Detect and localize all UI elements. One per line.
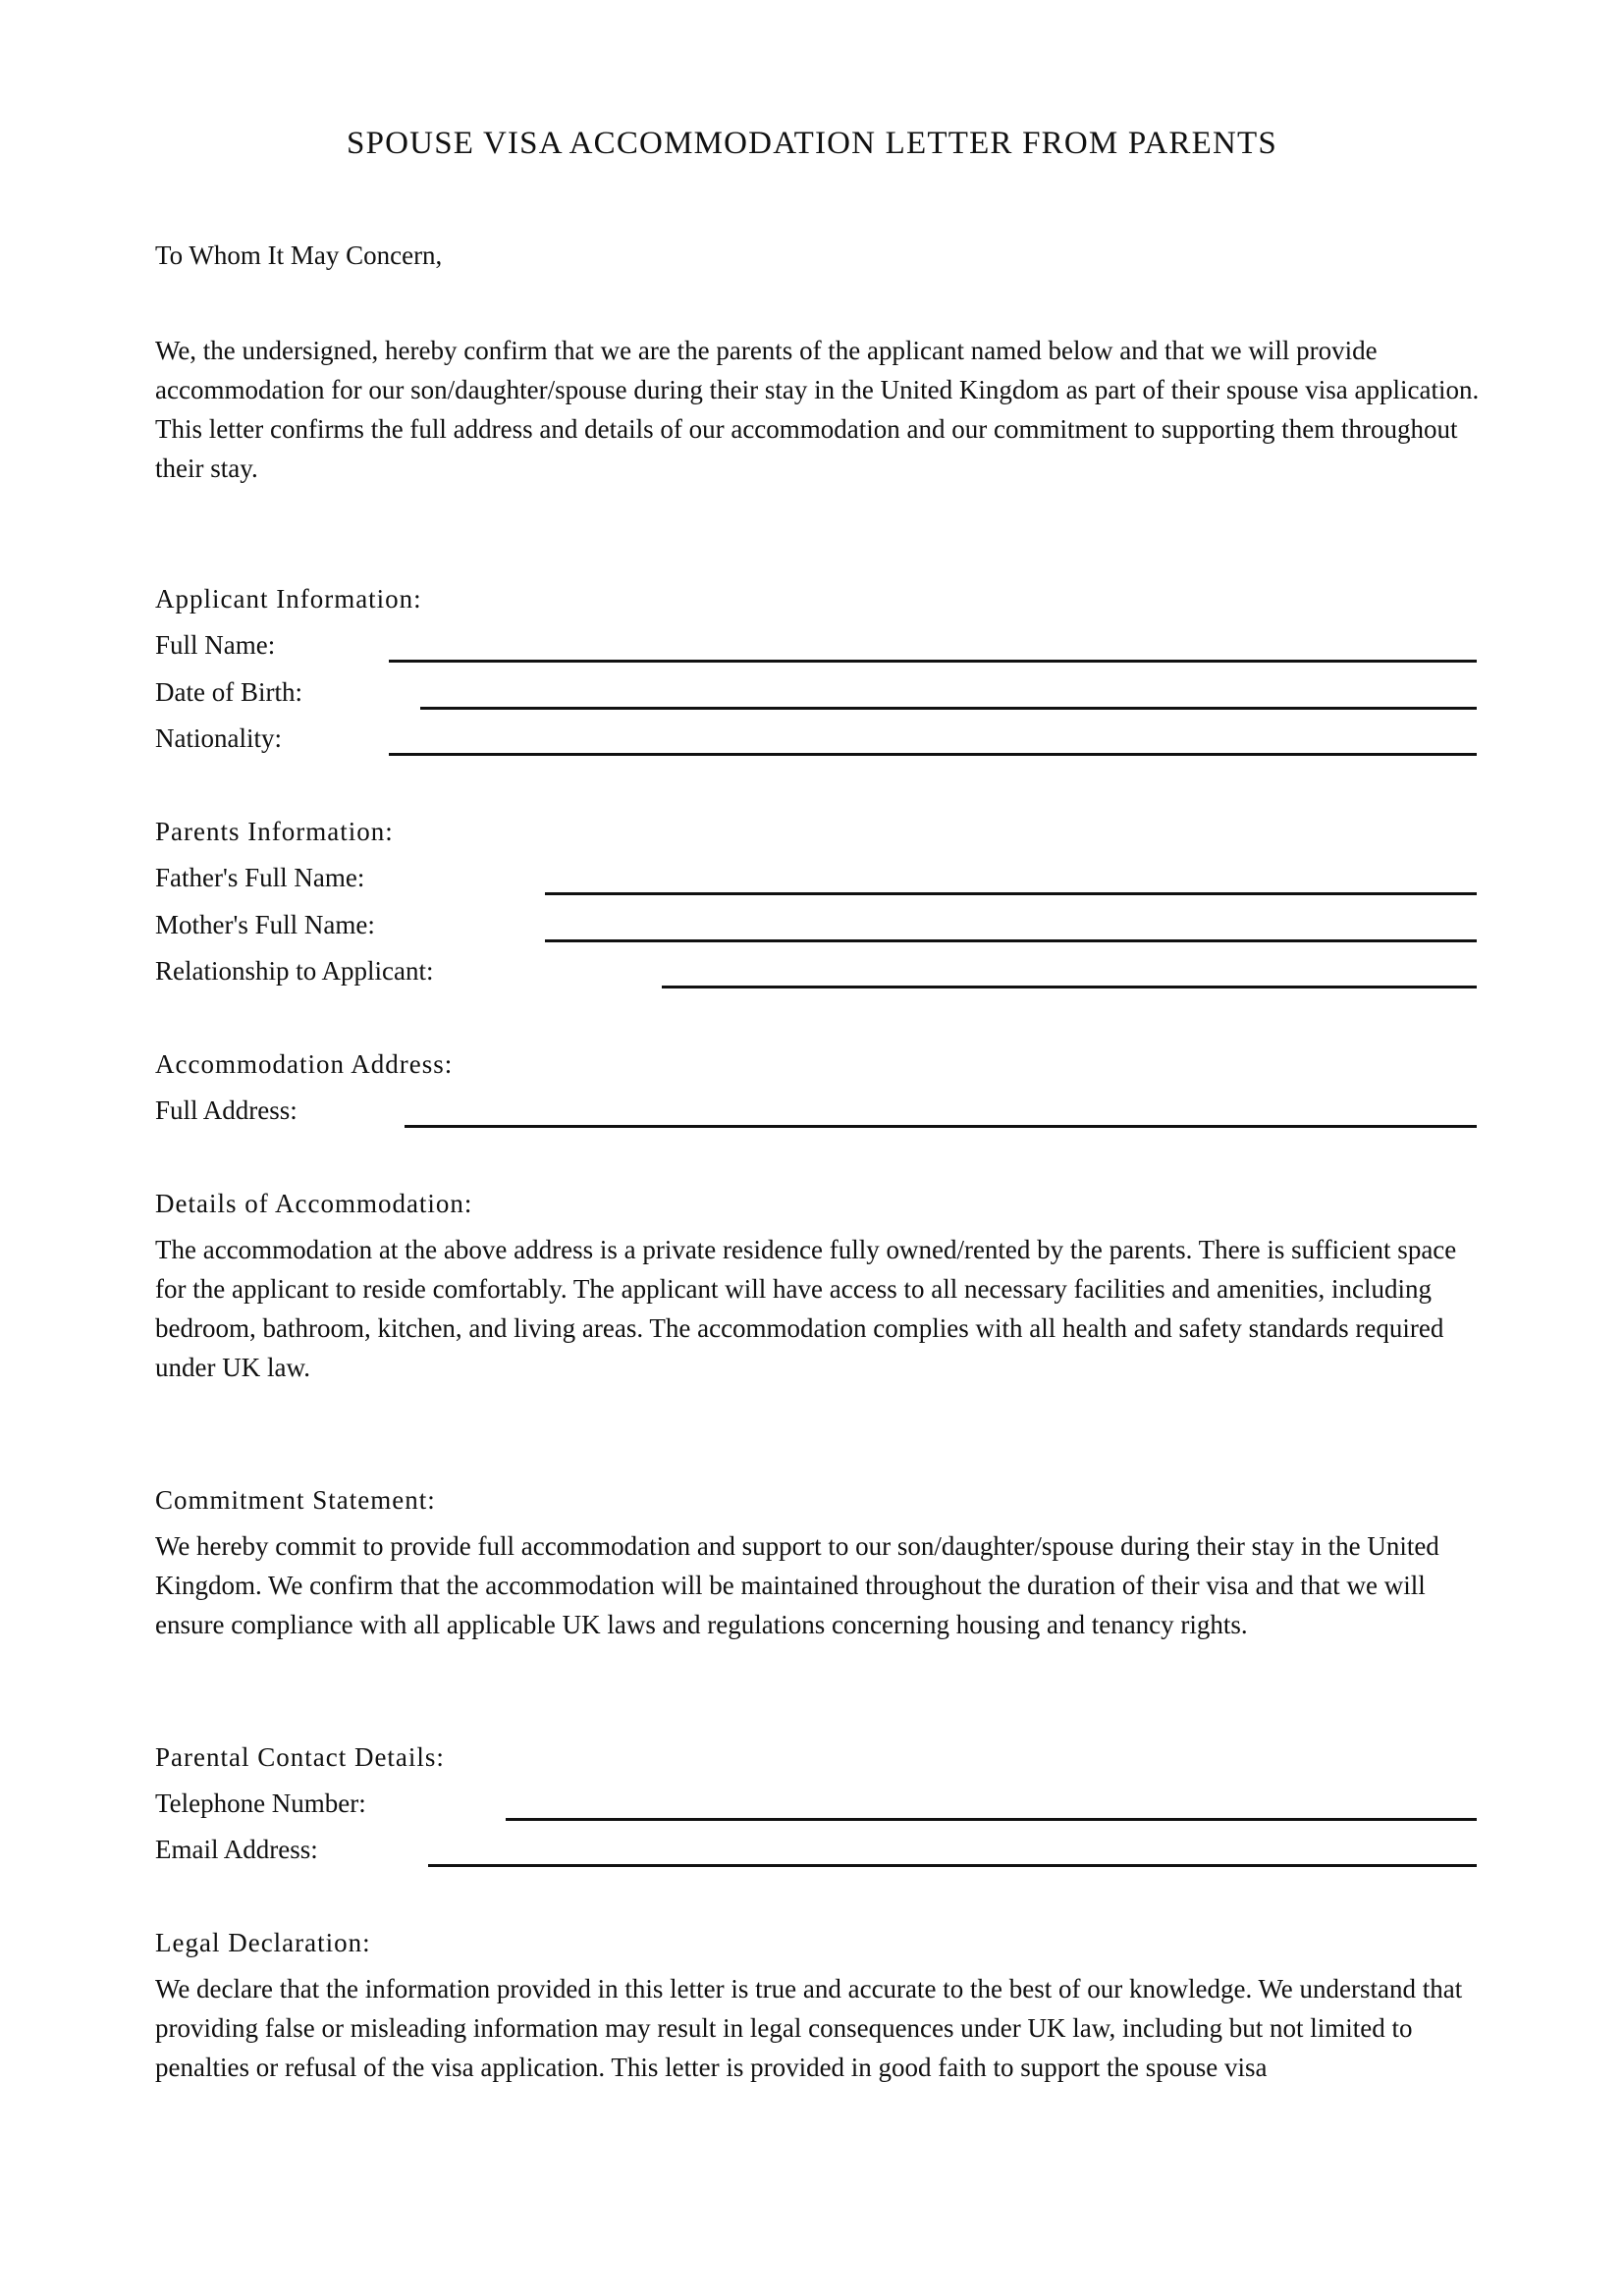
commitment-statement-heading: Commitment Statement: xyxy=(155,1485,436,1515)
document-title: SPOUSE VISA ACCOMMODATION LETTER FROM PARENTS xyxy=(347,126,1277,161)
accommodation-address-heading: Accommodation Address: xyxy=(155,1049,454,1079)
full-address-field[interactable] xyxy=(405,1125,1477,1128)
telephone-number-field[interactable] xyxy=(506,1818,1477,1821)
full-name-label: Full Name: xyxy=(155,630,276,660)
details-of-accommodation-heading: Details of Accommodation: xyxy=(155,1189,473,1218)
nationality-label: Nationality: xyxy=(155,723,282,753)
legal-declaration-body: We declare that the information provided in this letter is true and accurate to the best of our knowledge. We understand that providing false or misleading information may result in legal consequences under UK law, including but not limited to penalties or refusal of the visa application. This letter is provided in good faith to support the spouse visa xyxy=(155,1974,1463,2082)
nationality-field[interactable] xyxy=(389,753,1477,756)
salutation: To Whom It May Concern, xyxy=(155,240,443,270)
full-address-label: Full Address: xyxy=(155,1095,298,1125)
commitment-statement-body: We hereby commit to provide full accommodation and support to our son/daughter/spouse during their stay in the United Kingdom. We confirm that the accommodation will be maintained throughout the duration of their visa and that we will ensure compliance with all applicable UK laws and regulations concerning housing and tenancy rights. xyxy=(155,1531,1439,1639)
father-full-name-field[interactable] xyxy=(545,892,1477,895)
details-of-accommodation-body: The accommodation at the above address is a private residence fully owned/rented by the parents. There is sufficient space for the applicant to reside comfortably. The applicant will have access to all necessary facilities and amenities, including bedroom, bathroom, kitchen, and living areas. The accommodation complies with all health and safety standards required under UK law. xyxy=(155,1235,1457,1382)
email-address-label: Email Address: xyxy=(155,1835,318,1864)
relationship-field[interactable] xyxy=(662,986,1477,988)
telephone-number-label: Telephone Number: xyxy=(155,1789,366,1818)
full-name-field[interactable] xyxy=(389,660,1477,663)
mother-full-name-field[interactable] xyxy=(545,939,1477,942)
applicant-information-heading: Applicant Information: xyxy=(155,584,422,614)
date-of-birth-field[interactable] xyxy=(420,707,1477,710)
intro-paragraph: We, the undersigned, hereby confirm that we are the parents of the applicant named below and that we will provide accommodation for our son/daughter/spouse during their stay in the United Kingdom as part of their spouse visa application. This letter confirms the full address and details of our accommodation and our commitment to supporting them throughout their stay. xyxy=(155,336,1480,483)
mother-full-name-label: Mother's Full Name: xyxy=(155,910,375,939)
father-full-name-label: Father's Full Name: xyxy=(155,863,365,892)
legal-declaration-heading: Legal Declaration: xyxy=(155,1928,371,1957)
date-of-birth-label: Date of Birth: xyxy=(155,677,302,707)
parents-information-heading: Parents Information: xyxy=(155,817,394,846)
relationship-label: Relationship to Applicant: xyxy=(155,956,434,986)
email-address-field[interactable] xyxy=(428,1864,1477,1867)
parental-contact-heading: Parental Contact Details: xyxy=(155,1742,445,1772)
